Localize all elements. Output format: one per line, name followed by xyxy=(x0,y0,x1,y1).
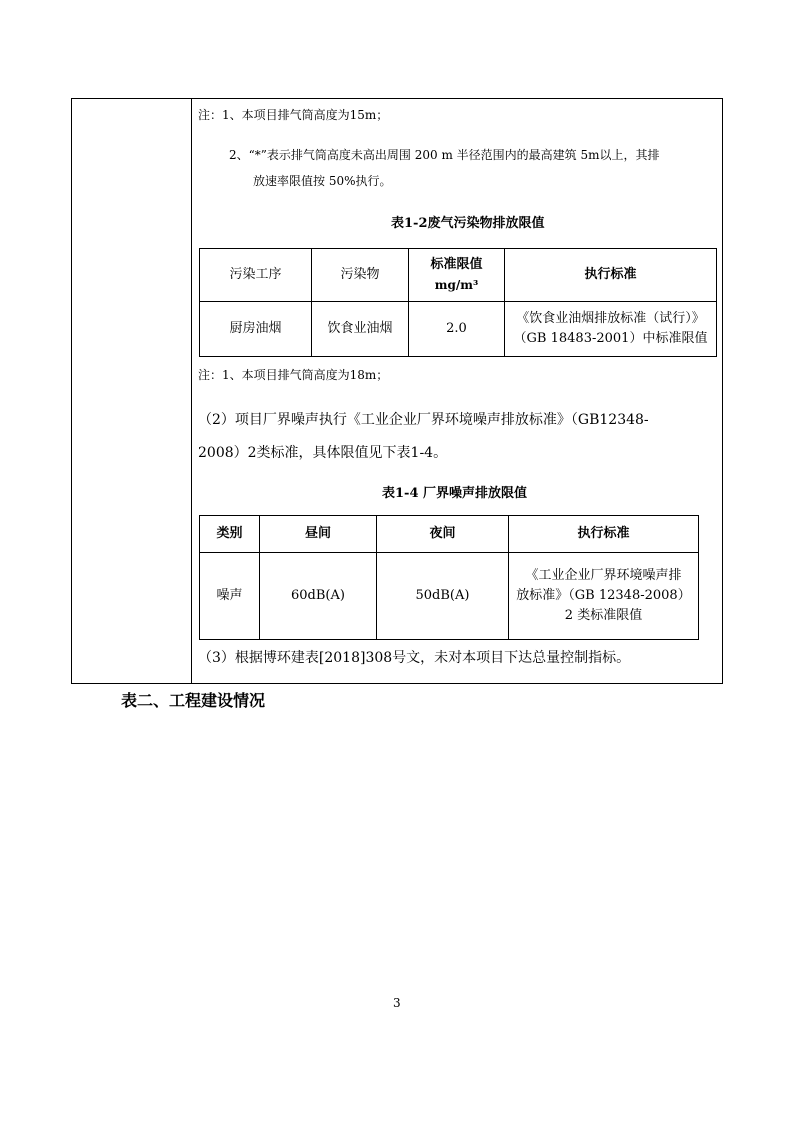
note-exhaust-height-15m: 注：1、本项目排气筒高度为15m； xyxy=(198,108,389,122)
cell-category: 噪声 xyxy=(200,553,260,640)
cell-daytime-limit: 60dB(A) xyxy=(260,553,377,640)
cell-standard xyxy=(505,302,717,357)
cell-limit: 2.0 xyxy=(409,302,505,357)
cell-standard-line2: （GB 18483-2001）中标准限值 xyxy=(513,331,708,346)
note-star-line2: 放速率限值按 50%执行。 xyxy=(253,174,392,188)
header-limit xyxy=(409,249,505,302)
cell-process: 厨房油烟 xyxy=(200,302,312,357)
cell-standard-line1: 《饮食业油烟排放标准（试行）》 xyxy=(516,311,705,326)
cell-noise-standard-line3: 2 类标准限值 xyxy=(564,608,643,623)
paragraph-total-control: （3）根据博环建表[2018]308号文，未对本项目下达总量控制指标。 xyxy=(198,650,631,666)
cell-noise-standard-line2: 放标准》（GB 12348-2008） xyxy=(516,588,691,603)
header-limit-label: 标准限值 xyxy=(430,257,483,272)
header-process: 污染工序 xyxy=(200,249,312,302)
header-pollutant: 污染物 xyxy=(312,249,409,302)
table-row xyxy=(200,553,699,640)
table-1-2 xyxy=(199,248,717,357)
header-nighttime: 夜间 xyxy=(377,516,509,553)
cell-nighttime-limit: 50dB(A) xyxy=(377,553,509,640)
column-divider xyxy=(191,99,192,683)
header-standard: 执行标准 xyxy=(505,249,717,302)
table-1-4 xyxy=(199,515,699,640)
header-daytime: 昼间 xyxy=(260,516,377,553)
cell-noise-standard xyxy=(509,553,699,640)
header-noise-standard: 执行标准 xyxy=(509,516,699,553)
header-limit-unit: mg/m³ xyxy=(434,278,479,292)
table-1-2-title: 表1-2废气污染物排放限值 xyxy=(391,216,545,231)
page-number: 3 xyxy=(393,996,401,1010)
paragraph-noise-line2: 2008）2类标准，具体限值见下表1-4。 xyxy=(198,445,448,461)
cell-noise-standard-line1: 《工业企业厂界环境噪声排 xyxy=(525,568,682,583)
note-star-line1: 2、“*”表示排气筒高度未高出周围 200 m 半径范围内的最高建筑 5m以上，其排 xyxy=(229,148,660,162)
cell-pollutant: 饮食业油烟 xyxy=(312,302,409,357)
table-1-4-title: 表1-4 厂界噪声排放限值 xyxy=(382,486,528,501)
table-row xyxy=(200,302,717,357)
note-exhaust-height-18m: 注：1、本项目排气筒高度为18m； xyxy=(198,368,389,382)
paragraph-noise-line1: （2）项目厂界噪声执行《工业企业厂界环境噪声排放标准》（GB12348- xyxy=(198,412,649,428)
header-category: 类别 xyxy=(200,516,260,553)
table-1-4-header-row xyxy=(200,516,699,553)
section-heading: 表二、工程建设情况 xyxy=(121,691,266,710)
table-1-2-header-row xyxy=(200,249,717,302)
